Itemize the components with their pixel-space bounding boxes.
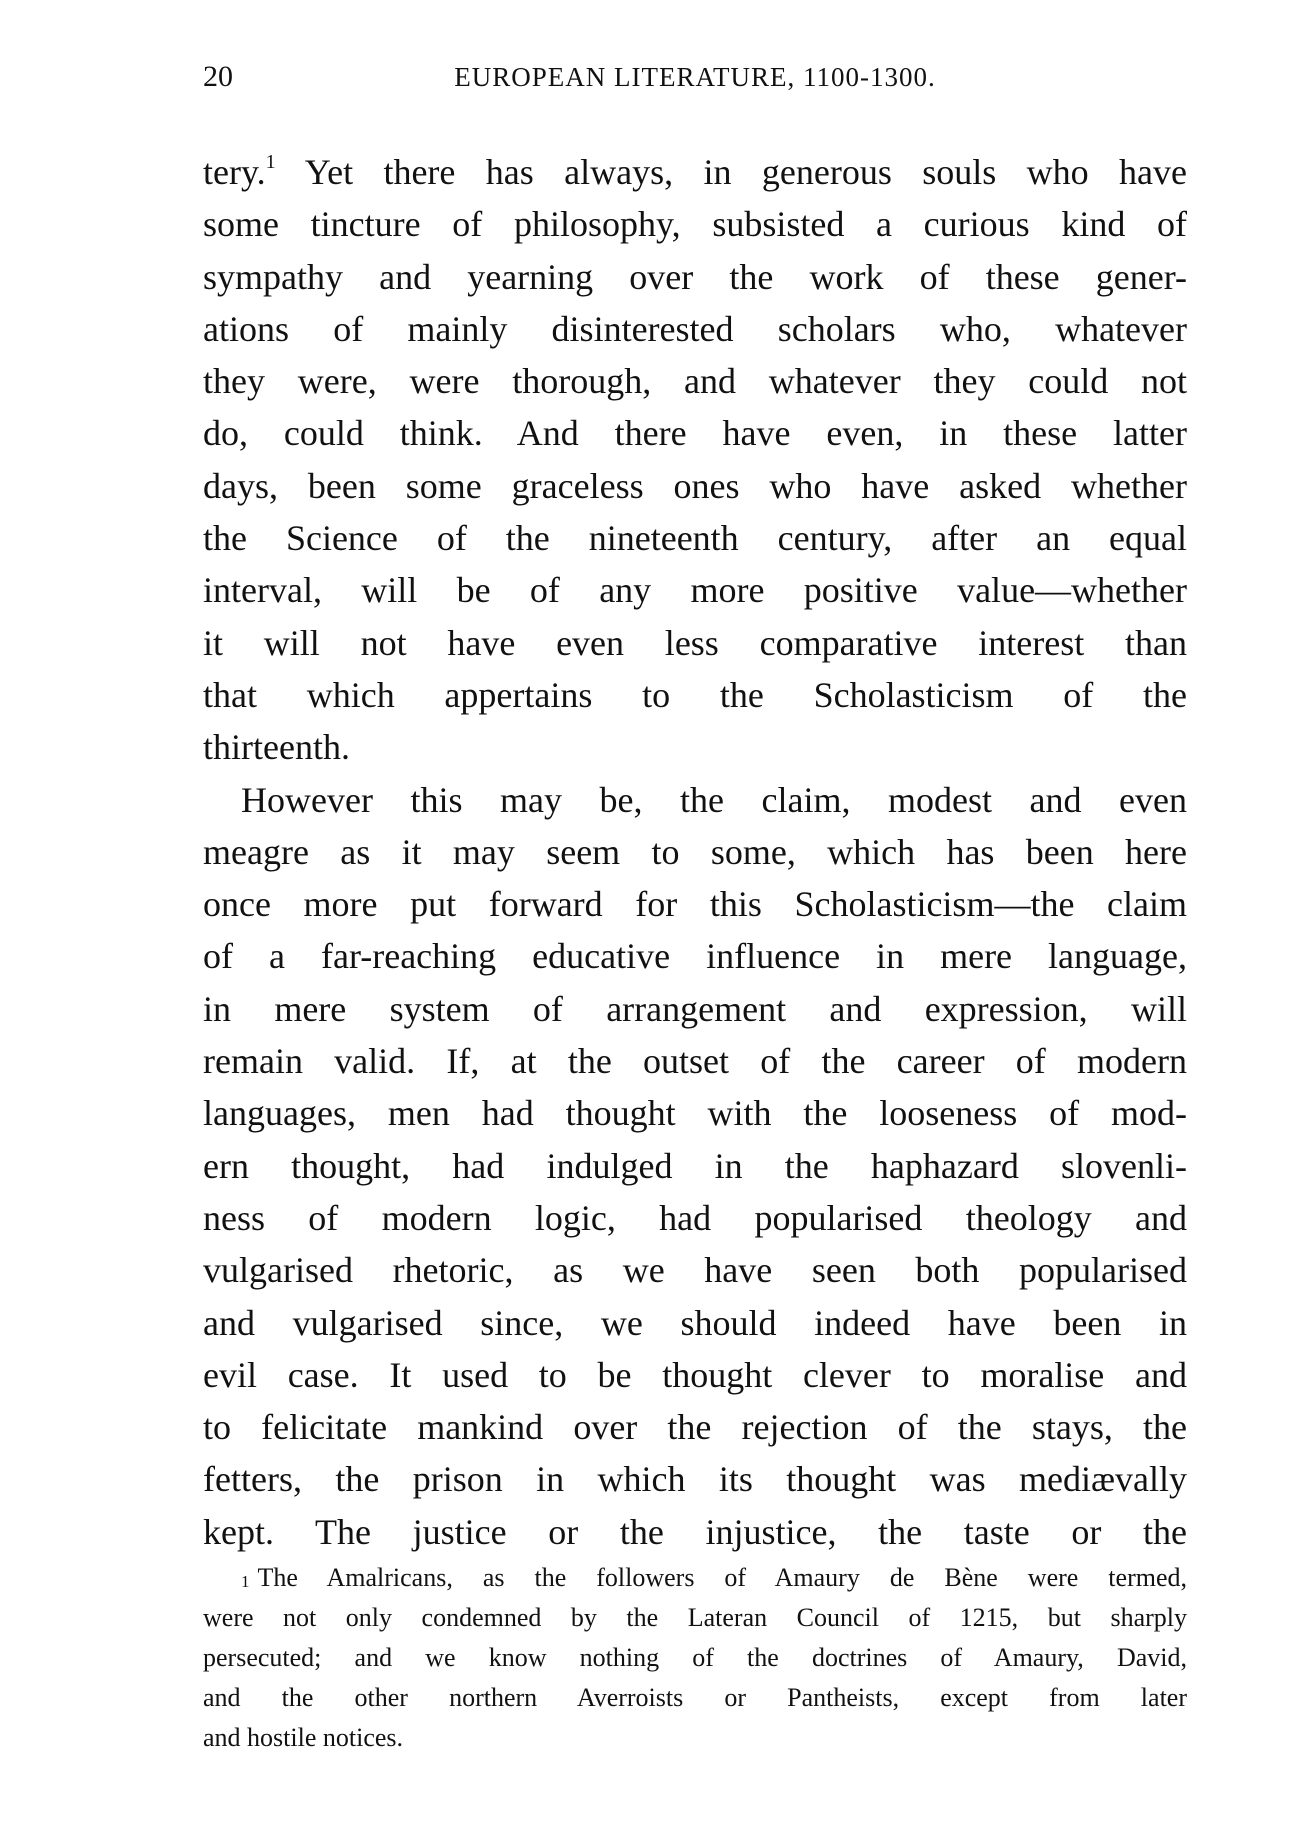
text-line: languages, men had thought with the looseness of mod- [203, 1093, 1187, 1134]
footnote [203, 1558, 1187, 1758]
text-line: ations of mainly disinterested scholars who, whatever [203, 308, 1187, 349]
footnote-marker: 1 [241, 1572, 250, 1591]
footnote-reference: 1 [265, 151, 276, 173]
running-title: EUROPEAN LITERATURE, 1100-1300. [454, 62, 936, 92]
footnote-line [203, 1558, 1187, 1598]
text-line: vulgarised rhetoric, as we have seen both popularised [203, 1250, 1187, 1291]
text-line: that which appertains to the Scholasticism of the [203, 674, 1187, 715]
text-line: sympathy and yearning over the work of these gener- [203, 256, 1187, 297]
running-header [203, 60, 1187, 100]
text-line: in mere system of arrangement and expression, will [203, 988, 1187, 1029]
body-text [203, 146, 1187, 1558]
text-line: they were, were thorough, and whatever they could not [203, 361, 1187, 402]
text-line: meagre as it may seem to some, which has been here [203, 831, 1187, 872]
footnote-line: were not only condemned by the Lateran Council of 1215, but sharply [203, 1603, 1187, 1632]
text-line [203, 146, 1187, 198]
text-line: However this may be, the claim, modest and even [241, 779, 1187, 820]
text-line: to felicitate mankind over the rejection of the stays, the [203, 1407, 1187, 1448]
text-line: thirteenth. [203, 727, 350, 768]
text-line: of a far-reaching educative influence in mere language, [203, 936, 1187, 977]
text-line: ness of modern logic, had popularised theology and [203, 1197, 1187, 1238]
text-line: fetters, the prison in which its thought was mediævally [203, 1459, 1187, 1500]
page-number: 20 [203, 60, 233, 93]
paragraph-2 [203, 774, 1187, 1558]
line-start: tery. [203, 152, 266, 192]
footnote-line: persecuted; and we know nothing of the doctrines of Amaury, David, [203, 1643, 1187, 1672]
text-line: once more put forward for this Scholasticism—the claim [203, 884, 1187, 925]
text-line: ern thought, had indulged in the haphazard slovenli- [203, 1145, 1187, 1186]
text-line: days, been some graceless ones who have asked whether [203, 465, 1187, 506]
text-line: and vulgarised since, we should indeed have been in [203, 1302, 1187, 1343]
text-line: it will not have even less comparative interest than [203, 622, 1187, 663]
footnote-line: and the other northern Averroists or Pantheists, except from later [203, 1683, 1187, 1712]
text-line: remain valid. If, at the outset of the career of modern [203, 1041, 1187, 1082]
footnote-line: and hostile notices. [203, 1723, 404, 1752]
text-line: evil case. It used to be thought clever to moralise and [203, 1354, 1187, 1395]
text-line: some tincture of philosophy, subsisted a curious kind of [203, 204, 1187, 245]
line-rest: Yet there has always, in generous souls who have [275, 152, 1187, 192]
text-line: the Science of the nineteenth century, after an equal [203, 518, 1187, 559]
text-line: do, could think. And there have even, in these latter [203, 413, 1187, 454]
text-line: kept. The justice or the injustice, the taste or the [203, 1511, 1187, 1552]
footnote-text: The Amalricans, as the followers of Amaury de Bène were termed, [257, 1563, 1187, 1592]
text-line: interval, will be of any more positive value—whether [203, 570, 1187, 611]
paragraph-1 [203, 198, 1187, 773]
